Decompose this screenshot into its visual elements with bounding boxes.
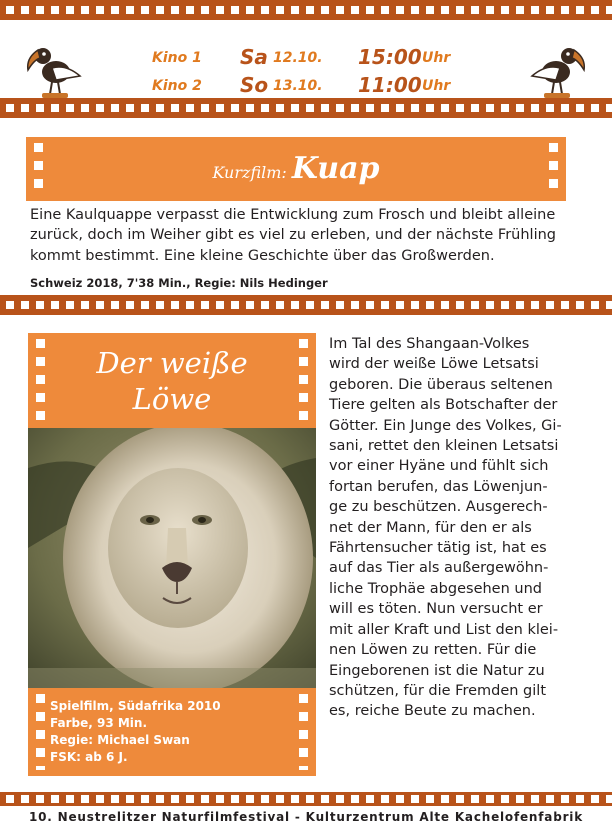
footer-text: 10. Neustrelitzer Naturfilmfestival - Kulturzentrum Alte Kachelofenfabrik <box>29 810 583 824</box>
feature-info-line: FSK: ab 6 J. <box>50 750 128 764</box>
short-film-credits: Schweiz 2018, 7'38 Min., Regie: Nils Hedinger <box>30 276 328 290</box>
time-unit: Uhr <box>422 50 451 66</box>
screening-schedule <box>0 0 612 110</box>
schedule-film-strip <box>0 98 612 118</box>
synopsis-line: liche Trophäe abgesehen und <box>329 580 542 597</box>
footer-film-strip <box>0 792 612 806</box>
short-film-title-box <box>26 137 566 201</box>
feature-film-strip <box>0 295 612 315</box>
showtime: 15:00 <box>358 45 422 69</box>
synopsis-line: Im Tal des Shangaan-Volkes <box>329 336 530 352</box>
synopsis-line: vor einer Hyäne und fühlt sich <box>329 458 549 475</box>
synopsis-line: es, reiche Beute zu machen. <box>329 703 536 720</box>
synopsis-line: Tiere gelten als Botschafter der <box>329 397 558 414</box>
short-film-prefix: Kurzfilm: <box>212 163 287 182</box>
feature-title-line1: Der weiße <box>96 346 248 380</box>
feature-title-box <box>28 333 316 428</box>
synopsis-line: net der Mann, für den er als <box>329 519 532 536</box>
lion-photo <box>28 428 316 688</box>
synopsis-line: wird der weiße Löwe Letsatsi <box>329 356 539 373</box>
synopsis-line: ge zu beschützen. Ausgerech- <box>329 499 548 516</box>
feature-info-line: Regie: Michael Swan <box>50 733 190 747</box>
short-film-description: Eine Kaulquappe verpasst die Entwicklung zum Frosch und bleibt alleine zurück, doch im Weiher gibt es viel zu erleben, und der nächste Frühling kommt bestimmt. Eine kleine Geschichte über das Großwerden. <box>30 207 557 264</box>
synopsis-line: Eingeborenen ist die Natur zu <box>329 662 545 679</box>
synopsis-line: auf das Tier als außergewöhn- <box>329 560 549 577</box>
feature-info-box <box>28 688 316 776</box>
synopsis-line: Fährtensucher tätig ist, hat es <box>329 540 547 557</box>
date: 13.10. <box>273 78 323 94</box>
synopsis-line: will es töten. Nun versucht er <box>329 601 543 618</box>
feature-info-line: Farbe, 93 Min. <box>50 716 148 730</box>
synopsis-line: Götter. Ein Junge des Volkes, Gi- <box>329 417 562 434</box>
weekday: So <box>240 73 269 97</box>
time-unit: Uhr <box>422 78 451 94</box>
showtime: 11:00 <box>358 73 422 97</box>
cinema-label: Kino 1 <box>152 50 202 66</box>
synopsis-line: nen Löwen zu retten. Für die <box>329 642 537 659</box>
synopsis-line: fortan berufen, das Löwenjun- <box>329 478 548 495</box>
date: 12.10. <box>273 50 323 66</box>
synopsis-line: sani, rettet den kleinen Letsatsi <box>329 438 559 455</box>
short-film-title: Kuap <box>291 151 380 186</box>
synopsis-line: schützen, für die Fremden gilt <box>329 682 547 699</box>
cinema-label: Kino 2 <box>152 78 202 94</box>
weekday: Sa <box>240 45 268 69</box>
feature-title-line2: Löwe <box>132 382 212 416</box>
feature-info-line: Spielfilm, Südafrika 2010 <box>50 699 221 713</box>
synopsis-line: mit aller Kraft und List den klei- <box>329 621 559 638</box>
feature-synopsis <box>329 334 567 722</box>
synopsis-line: geboren. Die überaus seltenen <box>329 376 553 393</box>
